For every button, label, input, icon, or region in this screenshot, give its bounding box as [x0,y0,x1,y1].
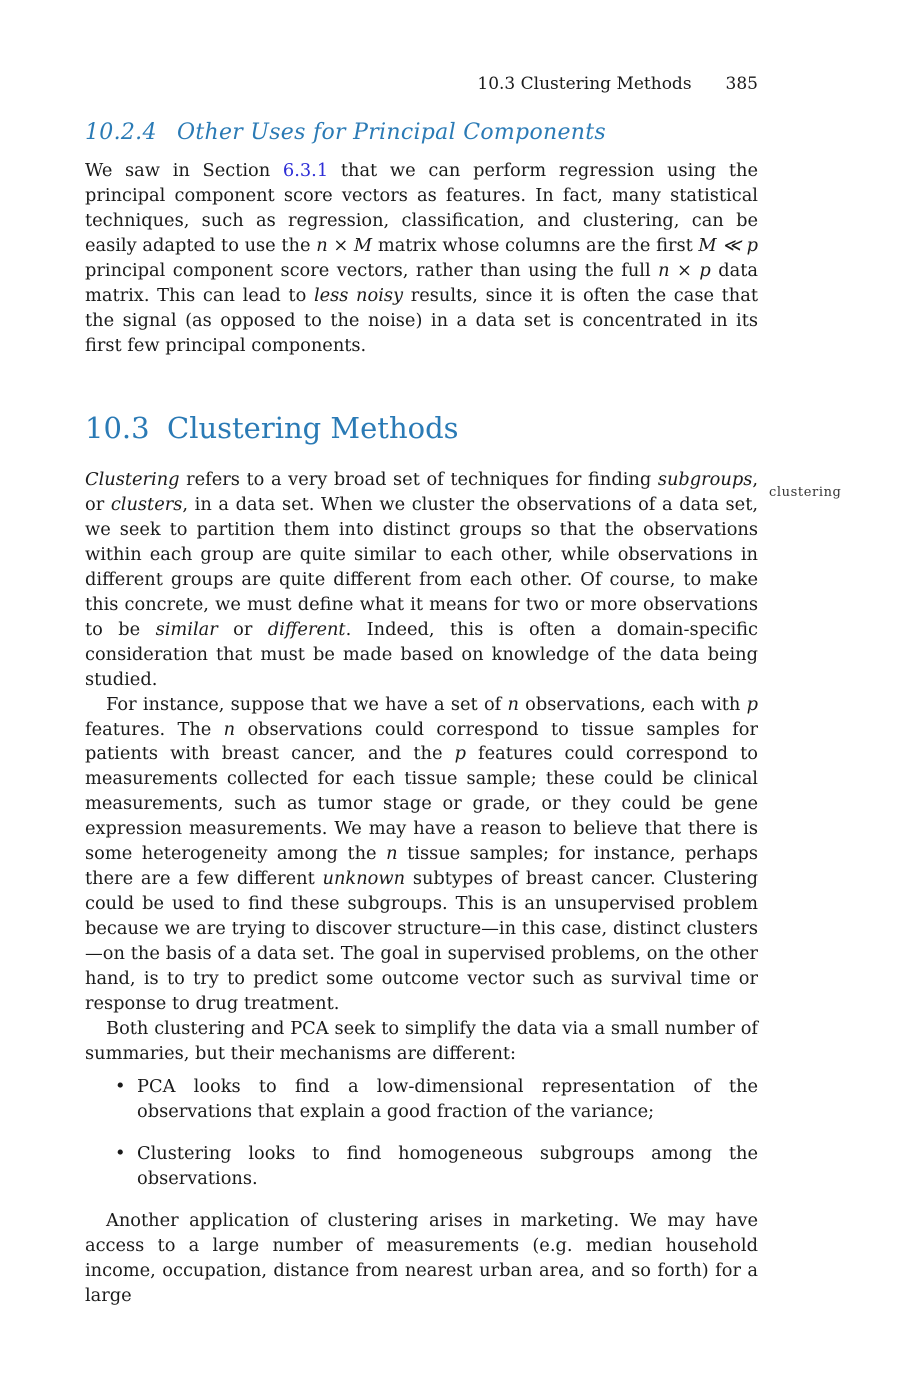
subsection-title: Other Uses for Principal Components [177,120,606,145]
running-header [440,74,758,94]
running-title: 10.3 Clustering Methods [477,74,692,94]
bullet-list [85,1075,758,1192]
subsection-number: 10.2.4 [85,120,157,145]
list-item: • Clustering looks to find homogeneous subgroups among the observations. [115,1142,758,1189]
list-item: • PCA looks to find a low-dimensional representation of the observations that explain a good fraction of the variance; [115,1075,758,1122]
emphasis: less noisy [313,284,404,306]
bullet-icon: • [115,1075,126,1097]
math-inline: n × p [658,259,711,281]
section-link[interactable]: 6.3.1 [282,160,329,181]
paragraph-both: Both clustering and PCA seek to simplify the data via a small number of summaries, but their mechanisms are different: [85,1017,758,1064]
margin-note: clustering [769,485,842,500]
subsection-heading [85,118,758,148]
section-title: Clustering Methods [167,411,459,445]
section-number: 10.3 [85,411,150,445]
paragraph-for-instance: For instance, suppose that we have a set of n observations, each with p features. The n observations could correspond to tissue samples for patients with breast cancer, and the p features could correspond to measurements collected for each tissue sample; these could be clinical measurements, such as tumor stage or grade, or they could be gene expression measurements. We may have a reason to believe that there is some heterogeneity among the n tissue samples; for instance, perhaps there are a few different unknown subtypes of breast cancer. Clustering could be used to find these subgroups. This is an unsupervised problem because we are trying to discover structure—in this case, distinct clusters—on the basis of a data set. The goal in supervised problems, on the other hand, is to try to predict some outcome vector such as survival time or response to drug treatment. [85,693,759,1015]
page-number: 385 [725,74,758,94]
paragraph-other-uses: We saw in Section 6.3.1 that we can perform regression using the principal component score vectors as features. In fact, many statistical techniques, such as regression, classification, and clustering, can be easily adapted to use the n × M matrix whose columns are the first M ≪ p principal component score vectors, rather than using the full n × p data matrix. This can lead to less noisy results, since it is often the case that the signal (as opposed to the noise) in a data set is concentrated in its first few principal components. [85,160,758,356]
math-inline: M ≪ p [698,234,758,256]
paragraph-marketing: Another application of clustering arises in marketing. We may have access to a large number of measurements (e.g. median household income, occupation, distance from nearest urban area, and so forth) for a large [85,1209,758,1306]
paragraph-clustering-def: Clustering refers to a very broad set of techniques for finding subgroups, or clusters, in a data set. When we cluster the observations of a data set, we seek to partition them into distinct groups so that the observations within each group are quite similar to each other, while observations in different groups are quite different from each other. Of course, to make this concrete, we must define what it means for two or more observations to be similar or different. Indeed, this is often a domain-specific consideration that must be made based on knowledge of the data being studied. [85,469,758,690]
math-inline: n × M [316,234,373,256]
bullet-icon: • [115,1142,126,1164]
section-heading [85,408,758,448]
section-body [85,468,758,1309]
